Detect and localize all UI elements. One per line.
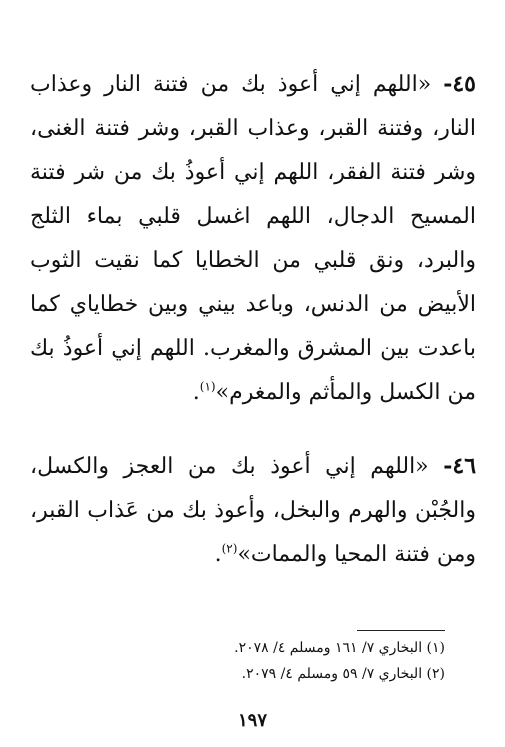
footnote-1: (١) البخاري ٧/ ١٦١ ومسلم ٤/ ٢٠٧٨.	[234, 640, 445, 656]
supplication-46	[30, 444, 476, 577]
page-number: ١٩٧	[237, 710, 267, 731]
footnote-2: (٢) البخاري ٧/ ٥٩ ومسلم ٤/ ٢٠٧٩.	[241, 666, 445, 682]
supplication-text: «اللهم إني أعوذ بك من فتنة النار وعذاب النار، وفتنة القبر، وعذاب القبر، وشر فتنة الغنى، وشر فتنة الفقر، اللهم إني أعوذُ بك من شر فتنة المسيح الدجال، اللهم اغسل قلبي بماء الثلج والبرد، ونق قلبي من الخطايا كما نقيت الثوب الأبيض من الدنس، وباعد بيني وبين خطاياي كما باعدت بين المشرق والمغرب. اللهم إني أعوذُ بك من الكسل والمأثم والمغرم»	[30, 72, 476, 405]
supplication-number: ٤٦-	[443, 453, 477, 479]
footnote-ref: (٢)	[221, 541, 238, 556]
end-mark: .	[192, 380, 200, 405]
end-mark: .	[214, 542, 222, 567]
supplication-text: «اللهم إني أعوذ بك من العجز والكسل، والجُبْن والهرم والبخل، وأعوذ بك من عَذاب القبر، ومن فتنة المحيا والممات»	[30, 454, 476, 567]
footnote-divider	[357, 630, 445, 631]
supplication-number: ٤٥-	[443, 71, 476, 97]
footnote-ref: (١)	[199, 379, 216, 394]
supplication-45	[30, 62, 476, 415]
